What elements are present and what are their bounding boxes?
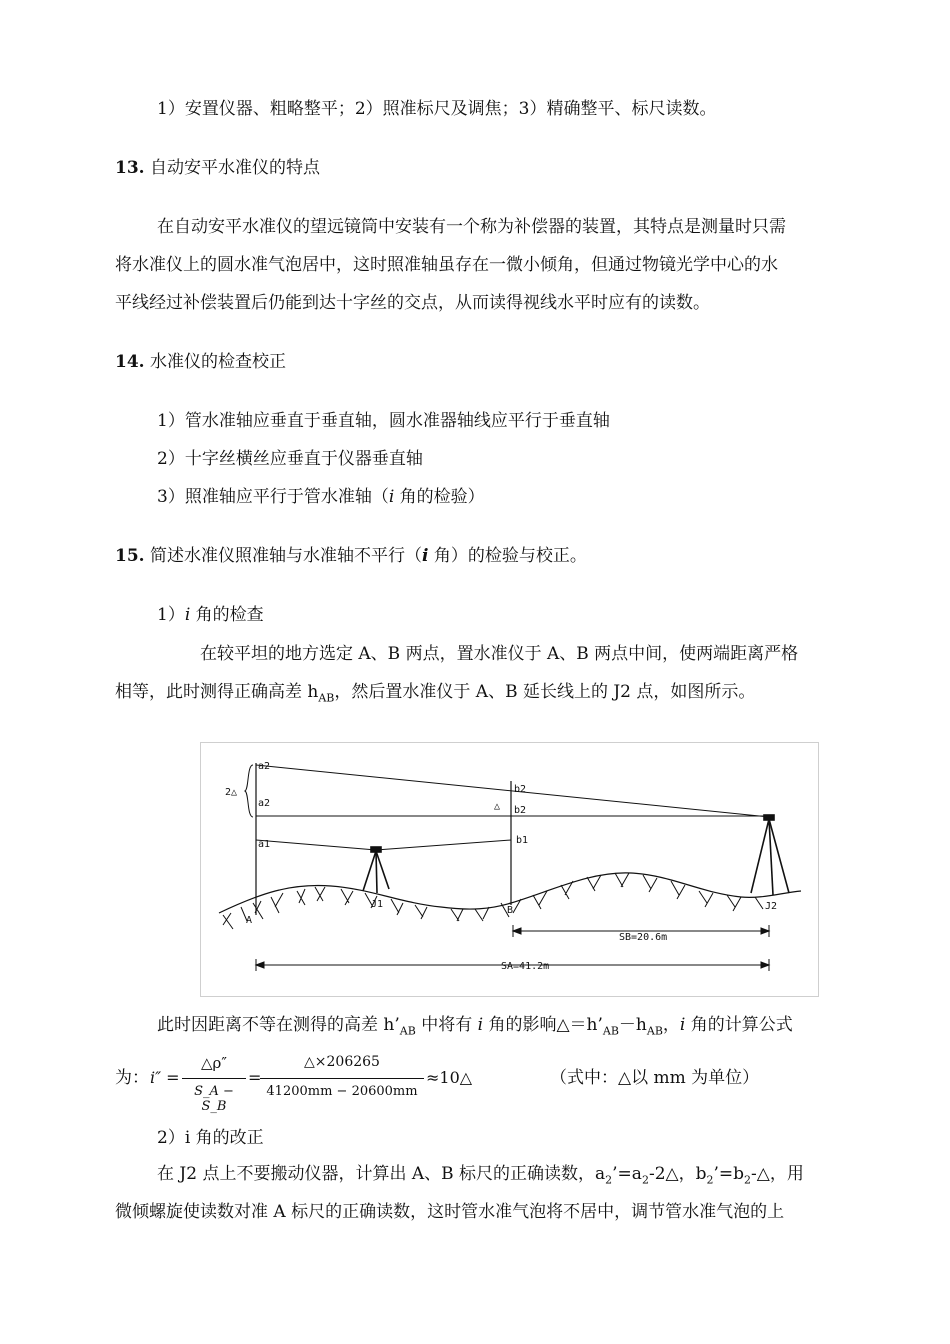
formula-equals: = <box>248 1068 262 1087</box>
paragraph-line: 此时因距离不等在测得的高差 $h’_{AB}$ 中将有 i 角的影响$\triangle=h’_{AB}-h_{AB}$，i 角的计算公式 <box>157 1015 793 1038</box>
heading-number: 13. <box>115 158 145 178</box>
paragraph-line: 在自动安平水准仪的望远镜筒中安装有一个称为补偿器的装置，其特点是测量时只需 <box>157 217 786 237</box>
sight-line-inclined-j2 <box>256 765 769 817</box>
list-item: 3）照准轴应平行于管水准轴（i 角的检验） <box>157 487 485 507</box>
label-b2-top: b2 <box>514 784 527 795</box>
heading-text: 自动安平水准仪的特点 <box>149 158 320 178</box>
label-a2-top: a2 <box>258 761 271 772</box>
heading-number: 14. <box>115 352 145 372</box>
label-point-a: A <box>246 915 253 926</box>
sight-line-j1-b <box>376 840 511 850</box>
label-a2-mid: a2 <box>258 798 271 809</box>
formula-note: （式中：△以 mm 为单位） <box>550 1068 760 1088</box>
fraction-bar-1 <box>182 1078 246 1079</box>
heading-14 <box>115 351 286 373</box>
heading-15: 15. 简述水准仪照准轴与水准轴不平行（i 角）的检验与校正。 <box>115 546 587 566</box>
label-b2-mid: b2 <box>514 805 527 816</box>
label-sa: SA=41.2m <box>501 961 550 972</box>
heading-number: 15. <box>115 546 145 566</box>
instrument-j1 <box>363 847 389 893</box>
paragraph-line: 将水准仪上的圆水准气泡居中，这时照准轴虽存在一微小倾角，但通过物镜光学中心的水 <box>115 255 778 275</box>
formula-numerator-2: △×206265 <box>304 1054 380 1070</box>
label-a1: a1 <box>258 839 271 850</box>
level-diagram <box>201 743 818 996</box>
subheading: 2）i 角的改正 <box>157 1128 264 1148</box>
paragraph-line: 平线经过补偿装置后仍能到达十字丝的交点，从而读得视线水平时应有的读数。 <box>115 293 710 313</box>
paragraph-line: 微倾螺旋使读数对准 A 标尺的正确读数，这时管水准气泡将不居中，调节管水准气泡的上 <box>115 1202 785 1222</box>
label-sb: SB=20.6m <box>619 932 668 943</box>
formula-numerator-1: △ρ″ <box>201 1054 227 1072</box>
paragraph-line: 1）安置仪器、粗略整平；2）照准标尺及调焦；3）精确整平、标尺读数。 <box>157 99 717 119</box>
paragraph-line: 在较平坦的地方选定 A、B 两点，置水准仪于 A、B 两点中间，使两端距离严格 <box>200 644 799 664</box>
sight-line-j1-a <box>256 840 376 850</box>
paragraph-line: 在 J2 点上不要搬动仪器，计算出 A、B 标尺的正确读数，$a_2’=a_2-2\triangle$，$b_2’=b_2-\triangle$，用 <box>157 1164 804 1187</box>
instrument-j2 <box>751 815 789 895</box>
ground-hatching <box>223 873 763 929</box>
level-diagram-figure <box>200 742 819 997</box>
list-item: 1）管水准轴应垂直于垂直轴，圆水准器轴线应平行于垂直轴 <box>157 411 610 431</box>
label-j1: J1 <box>371 899 384 910</box>
label-delta: △ <box>494 801 501 812</box>
heading-13 <box>115 157 320 179</box>
label-j2: J2 <box>765 901 778 912</box>
formula-denominator-1: S_A − S_B <box>194 1084 234 1114</box>
formula-lhs: i″ = <box>150 1068 180 1087</box>
brace-2delta <box>245 765 253 817</box>
formula-label: 为： <box>115 1068 149 1088</box>
label-point-b: B <box>507 905 514 916</box>
formula-approx: ≈10△ <box>426 1068 473 1087</box>
label-b1: b1 <box>516 835 529 846</box>
label-2delta: 2△ <box>225 787 238 798</box>
list-item: 2）十字丝横丝应垂直于仪器垂直轴 <box>157 449 423 469</box>
heading-text: 水准仪的检查校正 <box>149 352 286 372</box>
paragraph-line: 相等，此时测得正确高差 $h_{AB}$，然后置水准仪于 A、B 延长线上的 J2 点，如图所示。 <box>115 682 756 705</box>
fraction-bar-2 <box>260 1078 424 1079</box>
formula-denominator-2: 41200mm − 20600mm <box>266 1084 418 1099</box>
subheading: 1）i 角的检查 <box>157 605 264 625</box>
